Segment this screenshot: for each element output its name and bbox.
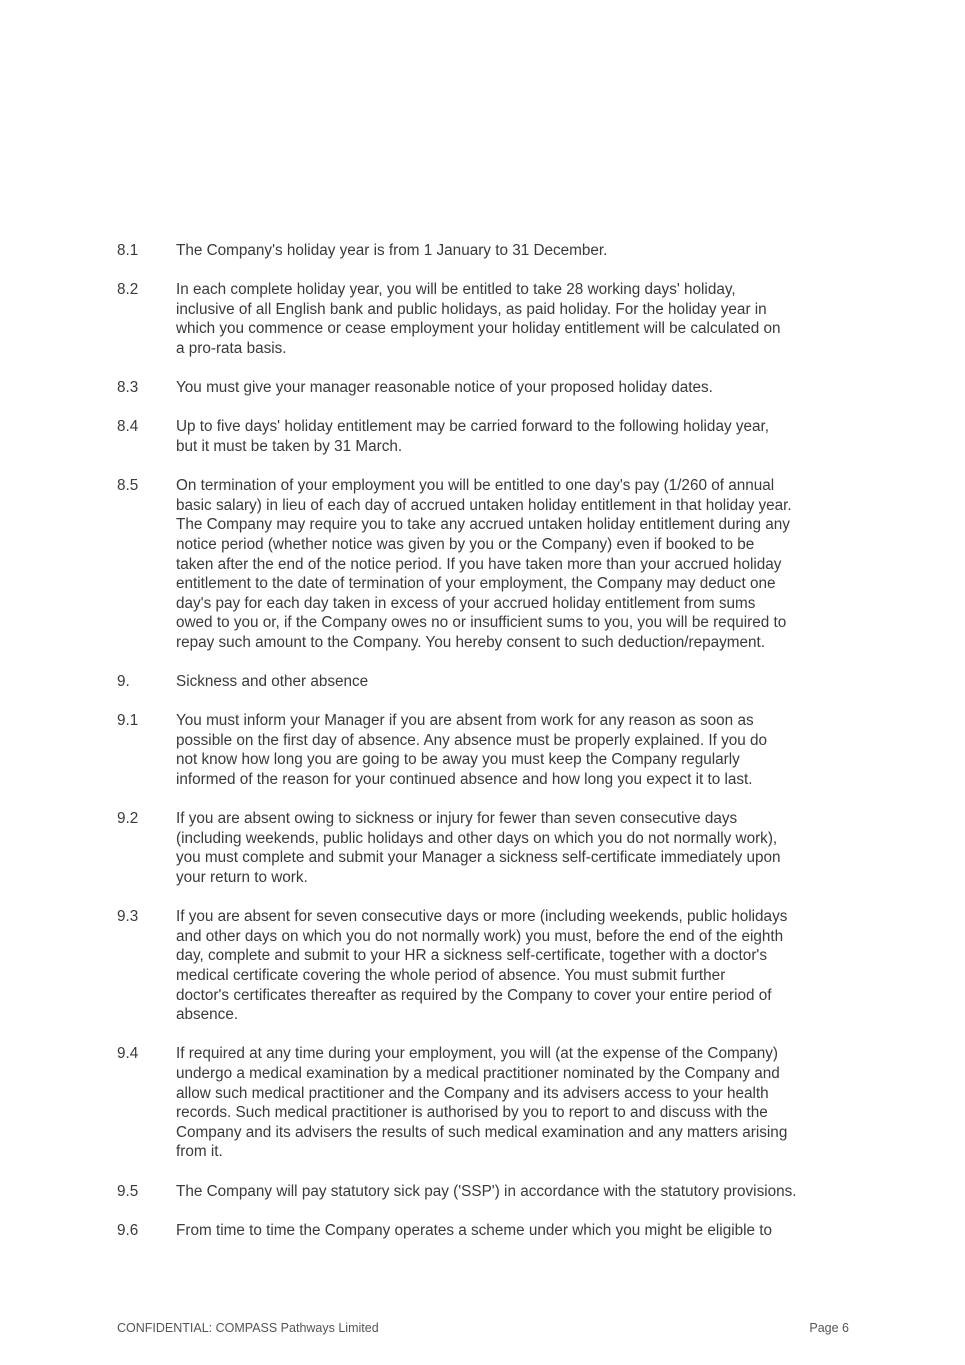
text-line: You must inform your Manager if you are absent from work for any reason as soon as [176,712,754,730]
text-line: The Company will pay statutory sick pay ('SSP') in accordance with the statutory provisions. [176,1182,797,1200]
clause [117,672,857,692]
clause-number: 8.4 [117,418,139,436]
footer-confidential: CONFIDENTIAL: COMPASS Pathways Limited [117,1321,379,1335]
clause-number: 8.3 [117,379,139,397]
clause [117,417,857,456]
text-line: In each complete holiday year, you will be entitled to take 28 working days' holiday, [176,281,736,299]
text-line: medical certificate covering the whole period of absence. You must submit further [176,966,726,984]
clause-text [176,280,781,358]
text-line: from it. [176,1143,223,1161]
text-line: and other days on which you do not normally work) you must, before the end of the eighth [176,927,784,945]
clause-text [176,378,713,398]
text-line: entitlement to the date of termination of your employment, the Company may deduct one [176,575,776,593]
clause-number: 9.5 [117,1182,139,1200]
text-line: Sickness and other absence [176,673,369,691]
text-line: your return to work. [176,869,308,886]
clause-number: 9.3 [117,908,139,926]
clause-number: 8.1 [117,242,139,259]
clause-number: 9. [117,673,130,691]
text-line: owed to you or, if the Company owes no or insufficient sums to you, you will be required to [176,614,787,632]
text-line: informed of the reason for your continued absence and how long you expect it to last. [176,771,753,789]
page-footer [117,1321,849,1335]
text-line: allow such medical practitioner and the Company and its advisers access to your health [176,1084,769,1102]
text-line: repay such amount to the Company. You hereby consent to such deduction/repayment. [176,633,766,651]
text-line: The Company may require you to take any accrued untaken holiday entitlement during any [176,516,790,534]
text-line: you must complete and submit your Manager a sickness self-certificate immediately upon [176,849,781,867]
clause [117,280,857,358]
text-line: taken after the end of the notice period. If you have taken more than your accrued holiday [176,555,782,573]
clause [117,1182,857,1202]
text-line: notice period (whether notice was given by you or the Company) even if booked to be [176,535,755,553]
text-line: If required at any time during your employment, you will (at the expense of the Company) [176,1045,778,1063]
clause-text [176,476,792,652]
text-line: (including weekends, public holidays and other days on which you do not normally work), [176,829,778,847]
text-line: Company and its advisers the results of such medical examination and any matters arising [176,1123,788,1141]
text-line: basic salary) in lieu of each day of accrued untaken holiday entitlement in that holiday year. [176,496,792,514]
text-line: day's pay for each day taken in excess of your accrued holiday entitlement from sums [176,594,756,612]
clause [117,809,857,887]
clause-text [176,1044,787,1162]
clause [117,476,857,652]
document-body [117,241,857,1260]
clause-number: 9.4 [117,1045,139,1063]
text-line: You must give your manager reasonable notice of your proposed holiday dates. [176,379,713,397]
text-line: From time to time the Company operates a scheme under which you might be eligible to [176,1221,773,1239]
text-line: records. Such medical practitioner is authorised by you to report to and discuss with the [176,1104,768,1122]
text-line: absence. [176,1006,239,1024]
text-line: which you commence or cease employment your holiday entitlement will be calculated on [176,320,781,338]
text-line: Up to five days' holiday entitlement may be carried forward to the following holiday year, [176,418,770,436]
clause-text [176,711,767,789]
clause [117,907,857,1025]
clause-text [176,809,781,887]
text-line: doctor's certificates thereafter as required by the Company to cover your entire period of [176,986,772,1004]
clause-text [176,1182,797,1202]
clause-number: 8.2 [117,281,139,299]
text-line: inclusive of all English bank and public holidays, as paid holiday. For the holiday year in [176,300,767,318]
clause-number: 9.2 [117,810,139,828]
text-line: day, complete and submit to your HR a sickness self-certificate, together with a doctor's [176,947,767,965]
clause-text [176,417,769,456]
text-line: undergo a medical examination by a medical practitioner nominated by the Company and [176,1064,780,1082]
text-line: If you are absent owing to sickness or injury for fewer than seven consecutive days [176,810,738,828]
clause [117,241,857,261]
text-line: but it must be taken by 31 March. [176,437,403,455]
text-line: not know how long you are going to be away you must keep the Company regularly [176,751,740,769]
text-line: On termination of your employment you will be entitled to one day's pay (1/260 of annual [176,477,775,495]
text-line: If you are absent for seven consecutive days or more (including weekends, public holidays [176,908,788,926]
clause-number: 9.1 [117,712,139,730]
clause [117,1044,857,1162]
clause [117,378,857,398]
clause-text [176,241,607,261]
clause-text [176,1221,772,1241]
clause-text [176,907,787,1025]
clause [117,711,857,789]
clause-number: 9.6 [117,1221,139,1239]
clause [117,1221,857,1241]
text-line: a pro-rata basis. [176,339,287,357]
text-line: The Company's holiday year is from 1 January to 31 December. [176,242,608,259]
clause-number: 8.5 [117,477,139,495]
text-line: possible on the first day of absence. Any absence must be properly explained. If you do [176,731,767,749]
clause-text [176,672,368,692]
page-number: Page 6 [809,1321,849,1335]
